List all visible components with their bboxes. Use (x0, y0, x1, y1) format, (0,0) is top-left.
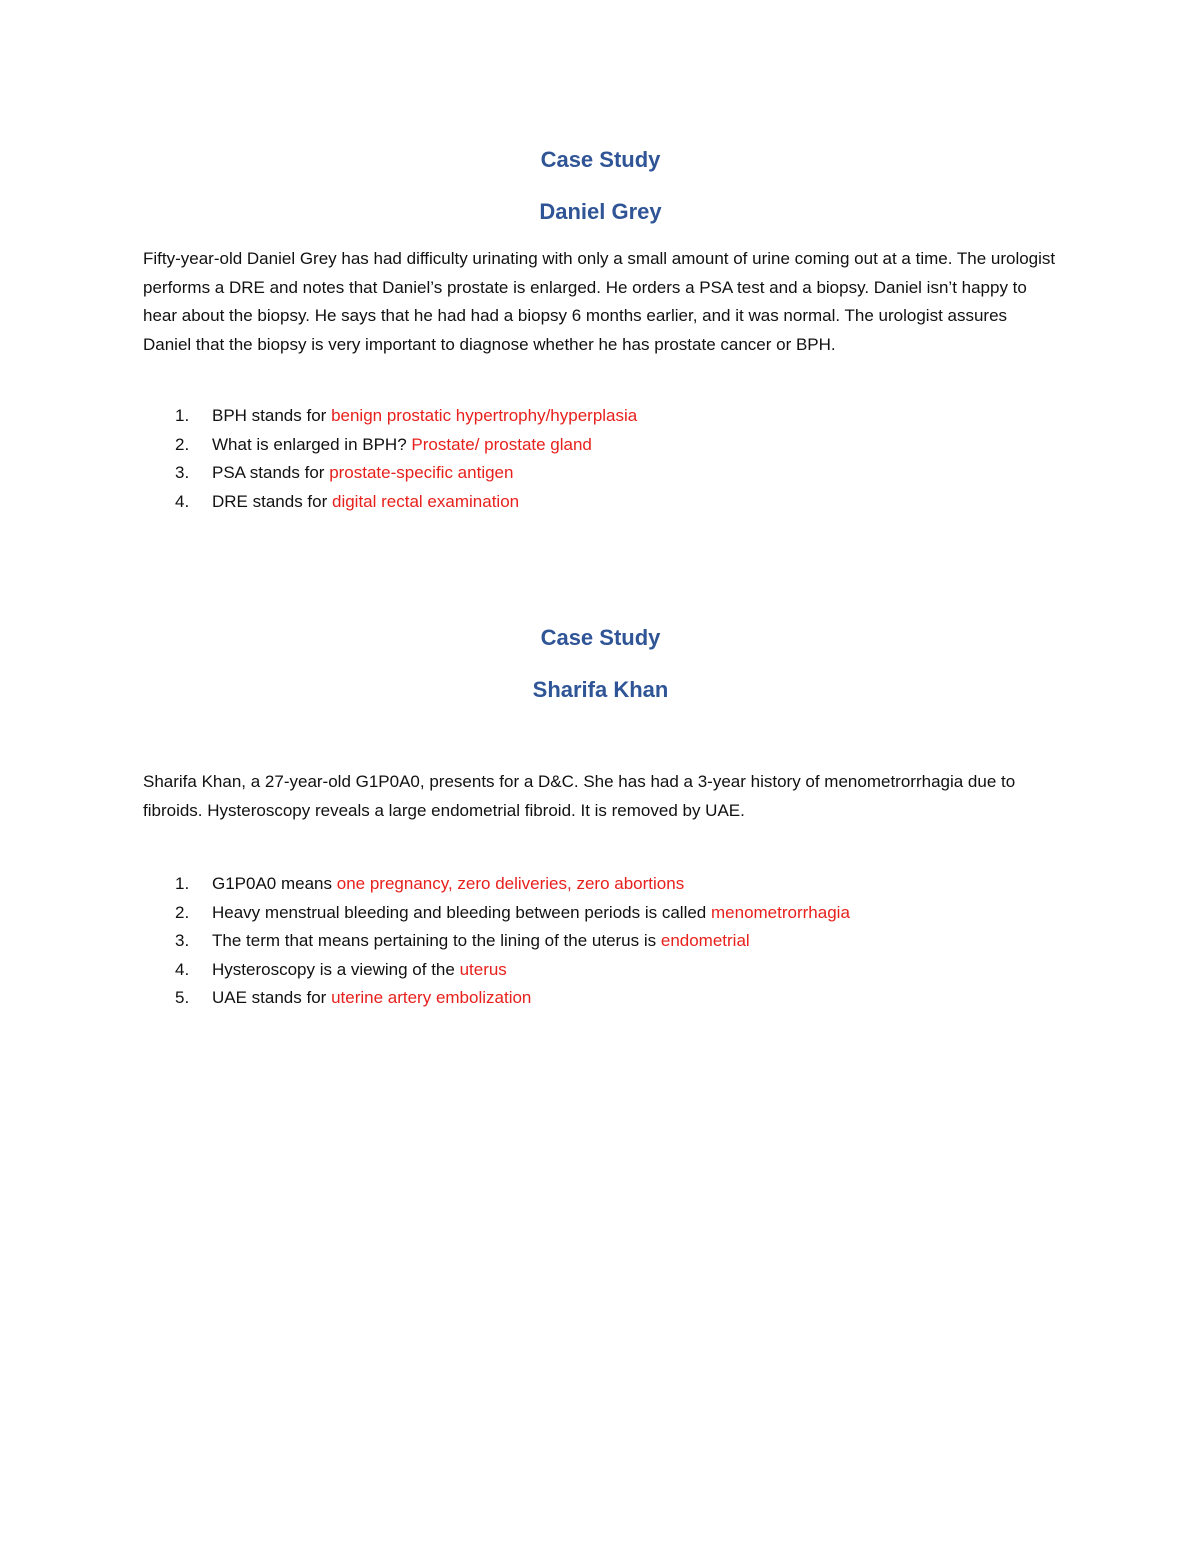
question-answer: uterine artery embolization (331, 988, 532, 1008)
question-answer: prostate-specific antigen (329, 463, 514, 483)
question-number: 5. (175, 988, 190, 1008)
case2-patient-name: Sharifa Khan (532, 677, 669, 702)
question-prompt: DRE stands for (212, 491, 332, 511)
question-prompt: What is enlarged in BPH? (212, 434, 412, 454)
case1-header (143, 146, 1058, 174)
question-answer: uterus (459, 959, 507, 979)
case2-questions (143, 870, 1058, 1013)
question-answer: menometrorrhagia (711, 902, 850, 922)
question-answer: benign prostatic hypertrophy/hyperplasia (331, 406, 638, 425)
question-number: 3. (175, 931, 190, 951)
question-number: 2. (175, 902, 190, 922)
question-number: 3. (175, 463, 190, 483)
question-prompt: Heavy menstrual bleeding and bleeding between periods is called (212, 902, 711, 922)
question-prompt: UAE stands for (212, 988, 332, 1008)
case1-questions (143, 402, 1058, 516)
case1-question-item (143, 459, 1058, 488)
case2-question-item (143, 899, 1058, 928)
case2-question-item (143, 956, 1058, 985)
case1-name-block (143, 198, 1058, 226)
case1-body (143, 245, 1058, 359)
question-answer: Prostate/ prostate gland (411, 434, 592, 454)
case2-name-block (143, 676, 1058, 704)
question-number: 2. (175, 434, 190, 454)
case1-heading: Case Study (540, 147, 661, 172)
question-answer: one pregnancy, zero deliveries, zero abortions (336, 874, 685, 893)
case2-question-item (143, 870, 1058, 899)
question-answer: digital rectal examination (332, 491, 520, 511)
case1-paragraph: Fifty-year-old Daniel Grey has had difficulty urinating with only a small amount of urine coming out at a time. The urologist performs a DRE and notes that Daniel’s prostate is enlarged. He orders a PSA test and a biopsy. Daniel isn’t happy to hear about the biopsy. He says that he had had a biopsy 6 months earlier, and it was normal. The urologist assures Daniel that the biopsy is very important to diagnose whether he has prostate cancer or BPH. (143, 249, 1056, 354)
question-number: 4. (175, 491, 190, 511)
case2-header (143, 624, 1058, 652)
question-number: 1. (175, 874, 190, 893)
question-prompt: G1P0A0 means (212, 874, 337, 893)
case2-heading: Case Study (540, 625, 661, 650)
case1-patient-name: Daniel Grey (539, 199, 662, 224)
question-prompt: The term that means pertaining to the lining of the uterus is (212, 931, 661, 951)
case2-body (143, 768, 1058, 825)
case2-paragraph: Sharifa Khan, a 27-year-old G1P0A0, presents for a D&C. She has had a 3-year history of menometrorrhagia due to fibroids. Hysteroscopy reveals a large endometrial fibroid. It is removed by UAE. (143, 772, 1016, 820)
case2-question-item (143, 927, 1058, 956)
question-number: 4. (175, 959, 190, 979)
case1-question-list (143, 402, 1058, 516)
case1-question-item (143, 402, 1058, 431)
case2-question-item (143, 984, 1058, 1013)
question-prompt: PSA stands for (212, 463, 330, 483)
question-answer: endometrial (660, 931, 750, 951)
case1-question-item (143, 488, 1058, 517)
case1-question-item (143, 431, 1058, 460)
case2-question-list (143, 870, 1058, 1013)
question-prompt: Hysteroscopy is a viewing of the (212, 959, 460, 979)
question-number: 1. (175, 406, 190, 425)
question-prompt: BPH stands for (212, 406, 332, 425)
